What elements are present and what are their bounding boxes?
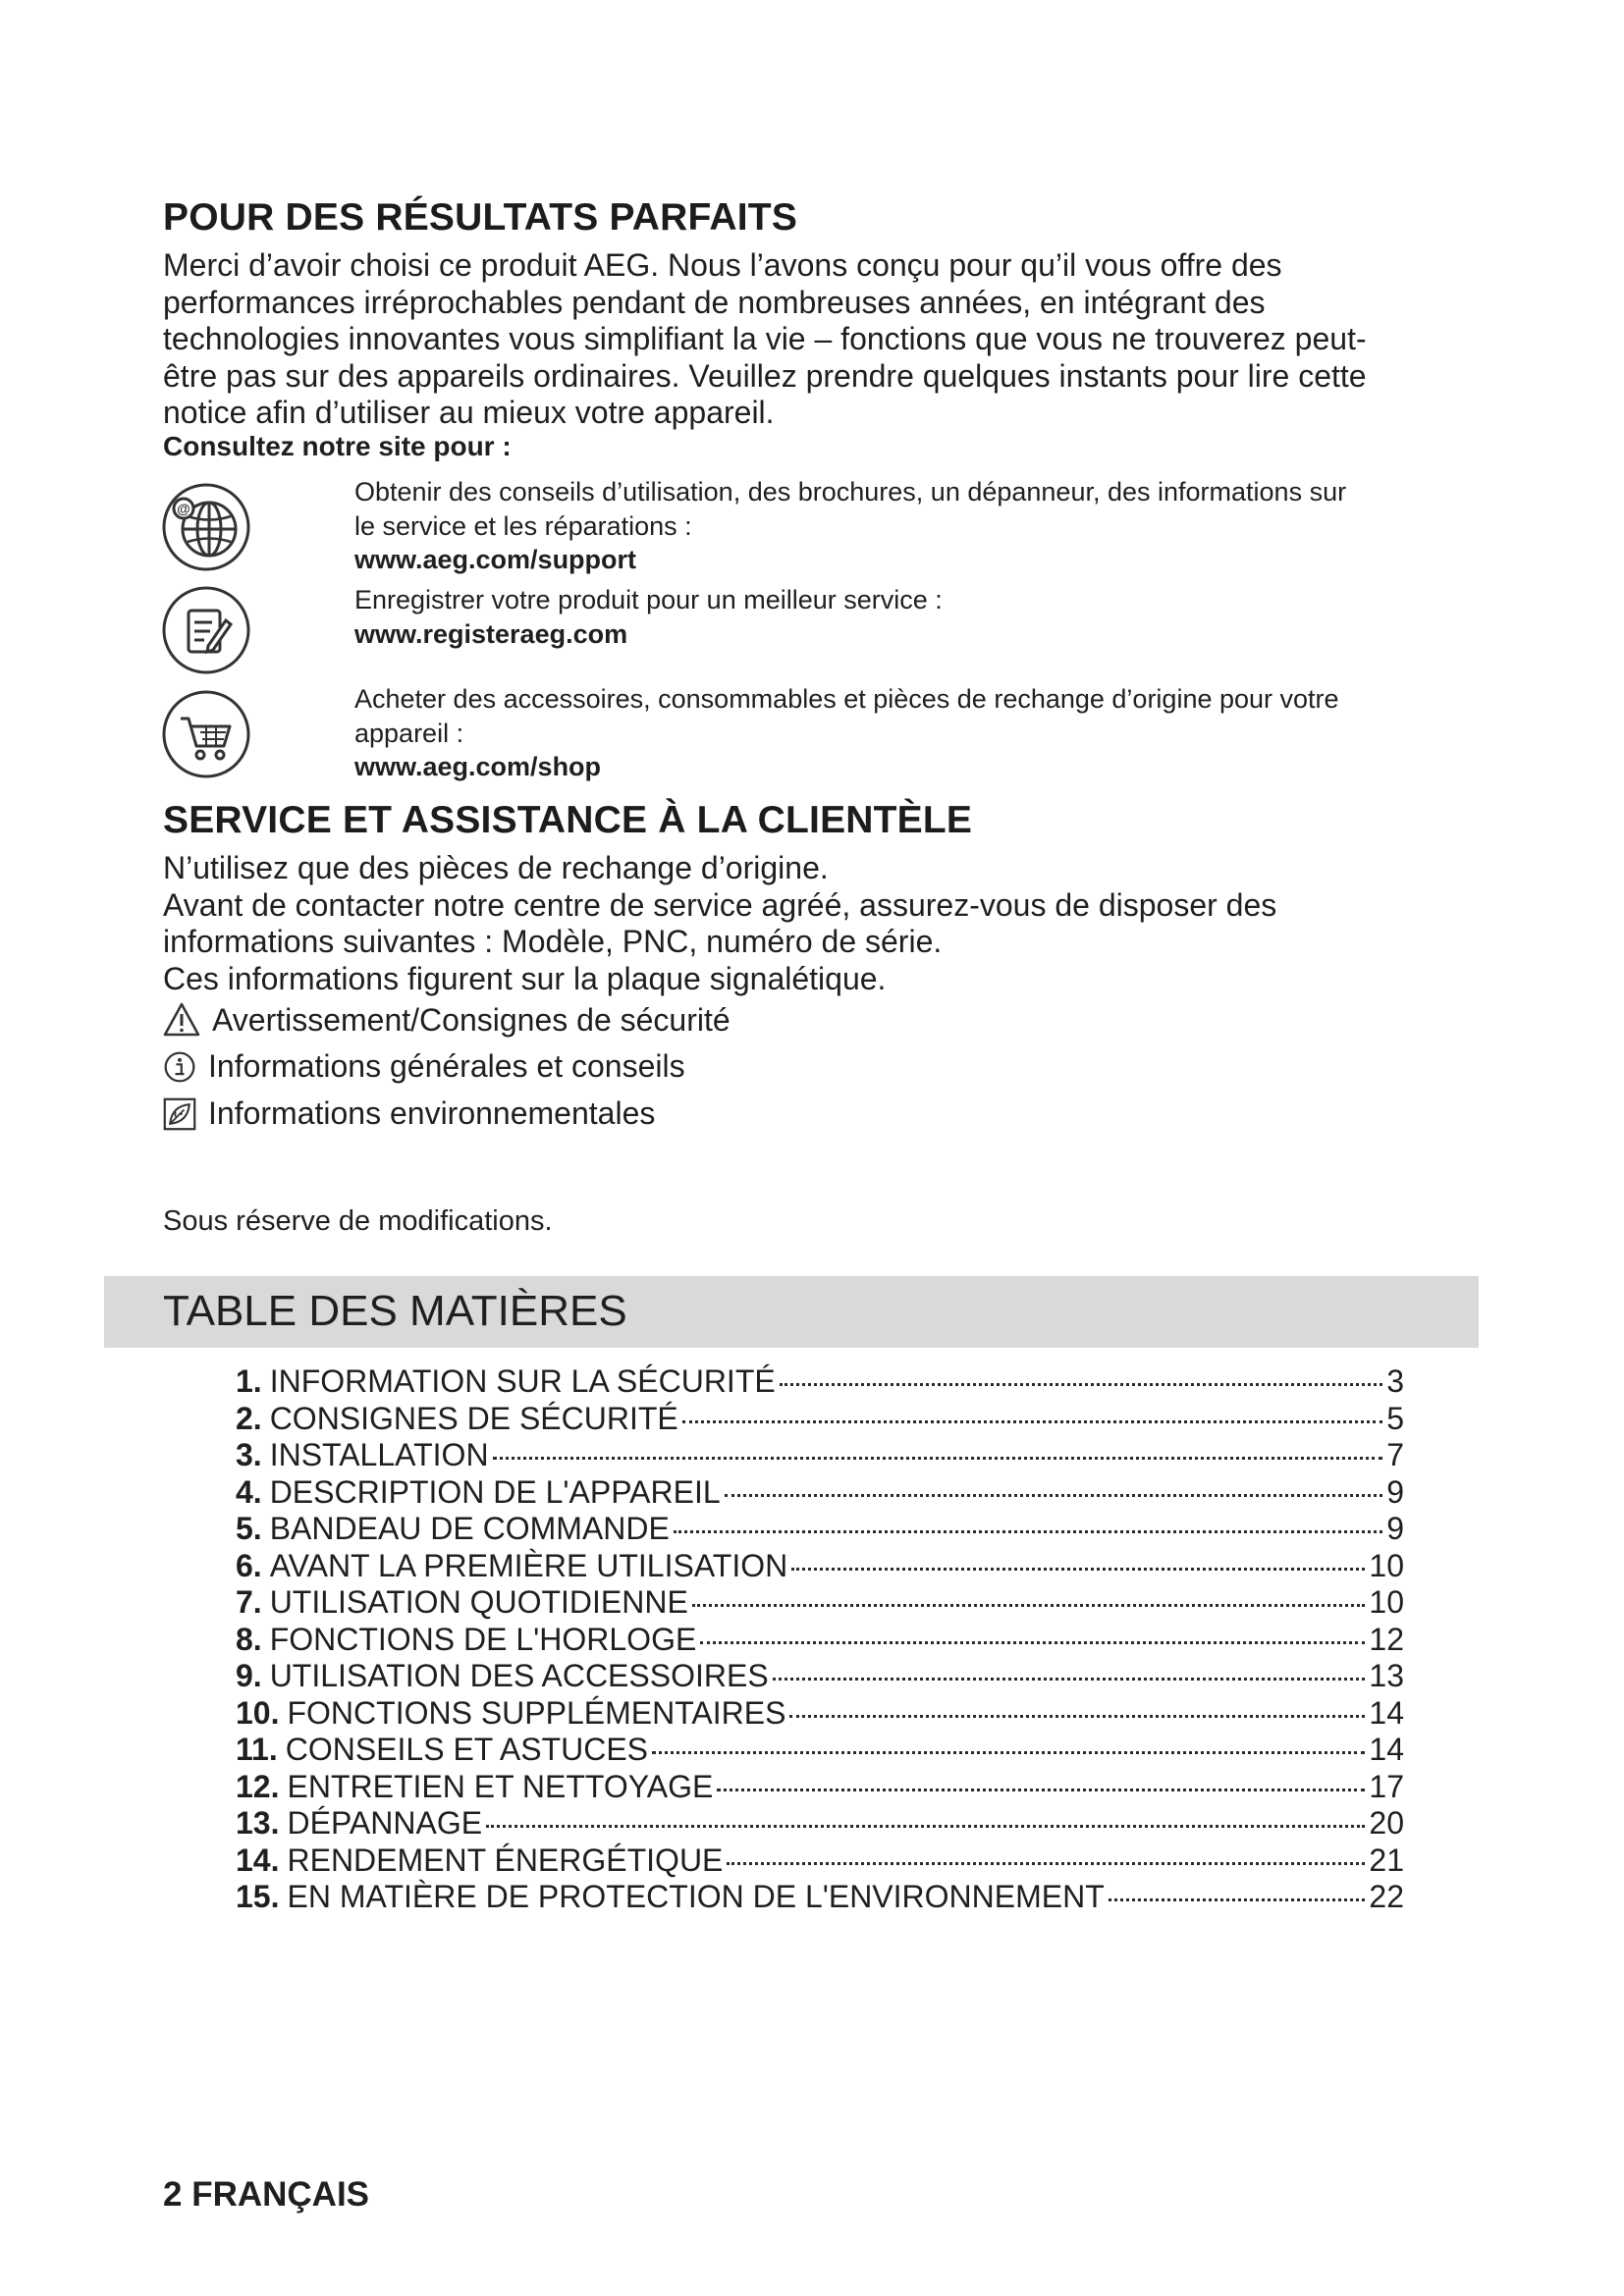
toc-number: 11. bbox=[236, 1732, 278, 1767]
toc-entry[interactable] bbox=[236, 1474, 1404, 1512]
toc-list bbox=[236, 1363, 1404, 1916]
toc-leader bbox=[652, 1751, 1365, 1754]
toc-number: 8. bbox=[236, 1621, 262, 1657]
toc-leader bbox=[692, 1604, 1366, 1607]
toc-page: 20 bbox=[1369, 1805, 1404, 1841]
legend-info bbox=[163, 1048, 685, 1085]
intro-line: Merci d’avoir choisi ce produit AEG. Nous l’avons conçu pour qu’il vous offre des bbox=[163, 247, 1282, 283]
toc-leader bbox=[674, 1530, 1382, 1533]
toc-leader bbox=[725, 1494, 1383, 1497]
toc-leader bbox=[789, 1715, 1365, 1718]
toc-number: 1. bbox=[236, 1363, 262, 1399]
support-link[interactable]: www.aeg.com/support bbox=[354, 545, 637, 574]
service-support bbox=[354, 475, 1474, 577]
toc-label: INFORMATION SUR LA SÉCURITÉ bbox=[269, 1363, 776, 1399]
service-text: Obtenir des conseils d’utilisation, des brochures, un dépanneur, des informations sur bbox=[354, 477, 1347, 507]
environment-icon bbox=[163, 1097, 196, 1131]
toc-label: CONSIGNES DE SÉCURITÉ bbox=[269, 1400, 678, 1436]
toc-label: CONSEILS ET ASTUCES bbox=[285, 1732, 649, 1767]
toc-entry[interactable] bbox=[236, 1401, 1404, 1438]
toc-number: 3. bbox=[236, 1437, 262, 1472]
toc-leader bbox=[727, 1862, 1365, 1865]
toc-number: 7. bbox=[236, 1584, 262, 1620]
toc-title: TABLE DES MATIÈRES bbox=[163, 1287, 627, 1335]
toc-entry[interactable] bbox=[236, 1769, 1404, 1806]
service-text: Enregistrer votre produit pour un meilleur service : bbox=[354, 585, 943, 614]
toc-label: DESCRIPTION DE L'APPAREIL bbox=[269, 1473, 721, 1510]
cart-icon bbox=[161, 689, 251, 779]
toc-entry[interactable] bbox=[236, 1511, 1404, 1548]
toc-entry[interactable] bbox=[236, 1622, 1404, 1659]
toc-label: AVANT LA PREMIÈRE UTILISATION bbox=[269, 1547, 788, 1583]
toc-label: INSTALLATION bbox=[269, 1437, 489, 1472]
toc-label: FONCTIONS DE L'HORLOGE bbox=[269, 1621, 697, 1657]
toc-page: 17 bbox=[1369, 1768, 1404, 1804]
toc-label: ENTRETIEN ET NETTOYAGE bbox=[287, 1768, 714, 1804]
legend-label: Informations générales et conseils bbox=[208, 1048, 685, 1084]
toc-page: 14 bbox=[1369, 1694, 1404, 1731]
service-line: Ces informations figurent sur la plaque signalétique. bbox=[163, 960, 887, 996]
toc-page: 12 bbox=[1369, 1621, 1404, 1657]
toc-number: 5. bbox=[236, 1511, 262, 1546]
toc-number: 4. bbox=[236, 1473, 262, 1510]
service-register bbox=[354, 583, 1474, 651]
service-line: Avant de contacter notre centre de service agréé, assurez-vous de disposer des bbox=[163, 886, 1277, 923]
toc-number: 10. bbox=[236, 1694, 280, 1731]
legend-label: Avertissement/Consignes de sécurité bbox=[212, 1001, 731, 1038]
toc-page: 10 bbox=[1369, 1584, 1404, 1620]
intro-paragraph bbox=[163, 247, 1469, 432]
toc-page: 13 bbox=[1369, 1658, 1404, 1693]
service-line: N’utilisez que des pièces de rechange d’origine. bbox=[163, 850, 829, 885]
service-line: informations suivantes : Modèle, PNC, numéro de série. bbox=[163, 924, 943, 959]
toc-label: EN MATIÈRE DE PROTECTION DE L'ENVIRONNEMENT bbox=[287, 1879, 1105, 1914]
toc-entry[interactable] bbox=[236, 1658, 1404, 1695]
toc-page: 22 bbox=[1369, 1879, 1404, 1914]
toc-entry[interactable] bbox=[236, 1879, 1404, 1916]
toc-entry[interactable] bbox=[236, 1584, 1404, 1622]
intro-line: performances irréprochables pendant de nombreuses années, en intégrant des bbox=[163, 284, 1266, 320]
page-footer: 2 FRANÇAIS bbox=[163, 2175, 370, 2214]
toc-label: BANDEAU DE COMMANDE bbox=[269, 1511, 670, 1546]
warning-icon bbox=[163, 1001, 200, 1039]
toc-entry[interactable] bbox=[236, 1842, 1404, 1880]
toc-leader bbox=[1109, 1898, 1366, 1901]
toc-entry[interactable] bbox=[236, 1732, 1404, 1769]
toc-page: 14 bbox=[1369, 1732, 1404, 1767]
toc-label: UTILISATION DES ACCESSOIRES bbox=[269, 1658, 769, 1693]
toc-leader bbox=[682, 1420, 1382, 1423]
intro-line: notice afin d’utiliser au mieux votre appareil. bbox=[163, 395, 775, 430]
modifications-note: Sous réserve de modifications. bbox=[163, 1205, 553, 1237]
toc-label: DÉPANNAGE bbox=[287, 1805, 483, 1841]
toc-number: 13. bbox=[236, 1805, 280, 1841]
toc-label: FONCTIONS SUPPLÉMENTAIRES bbox=[287, 1694, 786, 1731]
globe-icon bbox=[161, 482, 251, 572]
toc-page: 5 bbox=[1386, 1400, 1404, 1436]
toc-page: 7 bbox=[1386, 1437, 1404, 1472]
register-link[interactable]: www.registeraeg.com bbox=[354, 618, 628, 649]
toc-entry[interactable] bbox=[236, 1363, 1404, 1401]
toc-number: 14. bbox=[236, 1842, 280, 1878]
info-icon bbox=[163, 1050, 196, 1084]
toc-page: 9 bbox=[1386, 1473, 1404, 1510]
svg-text:@: @ bbox=[177, 501, 190, 516]
service-shop bbox=[354, 682, 1474, 784]
toc-number: 2. bbox=[236, 1400, 262, 1436]
toc-entry[interactable] bbox=[236, 1805, 1404, 1842]
toc-leader bbox=[717, 1789, 1365, 1791]
service-text: appareil : bbox=[354, 718, 464, 748]
toc-number: 9. bbox=[236, 1658, 262, 1693]
toc-leader bbox=[791, 1568, 1365, 1571]
toc-entry[interactable] bbox=[236, 1695, 1404, 1733]
visit-label: Consultez notre site pour : bbox=[163, 431, 512, 461]
toc-leader bbox=[700, 1641, 1365, 1644]
service-paragraph bbox=[163, 850, 1469, 997]
toc-page: 10 bbox=[1369, 1547, 1404, 1583]
intro-line: technologies innovantes vous simplifiant la vie – fonctions que vous ne trouverez peut- bbox=[163, 321, 1367, 356]
toc-page: 9 bbox=[1386, 1511, 1404, 1546]
toc-page: 3 bbox=[1386, 1363, 1404, 1399]
toc-label: UTILISATION QUOTIDIENNE bbox=[269, 1584, 688, 1620]
toc-leader bbox=[493, 1457, 1383, 1460]
toc-page: 21 bbox=[1369, 1842, 1404, 1878]
toc-entry[interactable] bbox=[236, 1548, 1404, 1585]
toc-leader bbox=[780, 1383, 1383, 1386]
toc-number: 6. bbox=[236, 1547, 262, 1583]
toc-leader bbox=[486, 1825, 1365, 1828]
section-title-results: POUR DES RÉSULTATS PARFAITS bbox=[163, 196, 798, 239]
toc-number: 12. bbox=[236, 1768, 280, 1804]
register-icon bbox=[161, 585, 251, 675]
legend-warning bbox=[163, 1001, 731, 1039]
toc-label: RENDEMENT ÉNERGÉTIQUE bbox=[287, 1842, 724, 1878]
legend-label: Informations environnementales bbox=[208, 1095, 656, 1131]
toc-leader bbox=[773, 1678, 1366, 1681]
service-text: Acheter des accessoires, consommables et pièces de rechange d’origine pour votre bbox=[354, 684, 1339, 714]
service-text: le service et les réparations : bbox=[354, 510, 692, 541]
toc-entry[interactable] bbox=[236, 1437, 1404, 1474]
intro-line: être pas sur des appareils ordinaires. Veuillez prendre quelques instants pour lire cette bbox=[163, 357, 1367, 394]
section-title-service: SERVICE ET ASSISTANCE À LA CLIENTÈLE bbox=[163, 799, 973, 841]
legend-environment bbox=[163, 1095, 655, 1132]
toc-number: 15. bbox=[236, 1879, 280, 1914]
shop-link[interactable]: www.aeg.com/shop bbox=[354, 752, 602, 781]
